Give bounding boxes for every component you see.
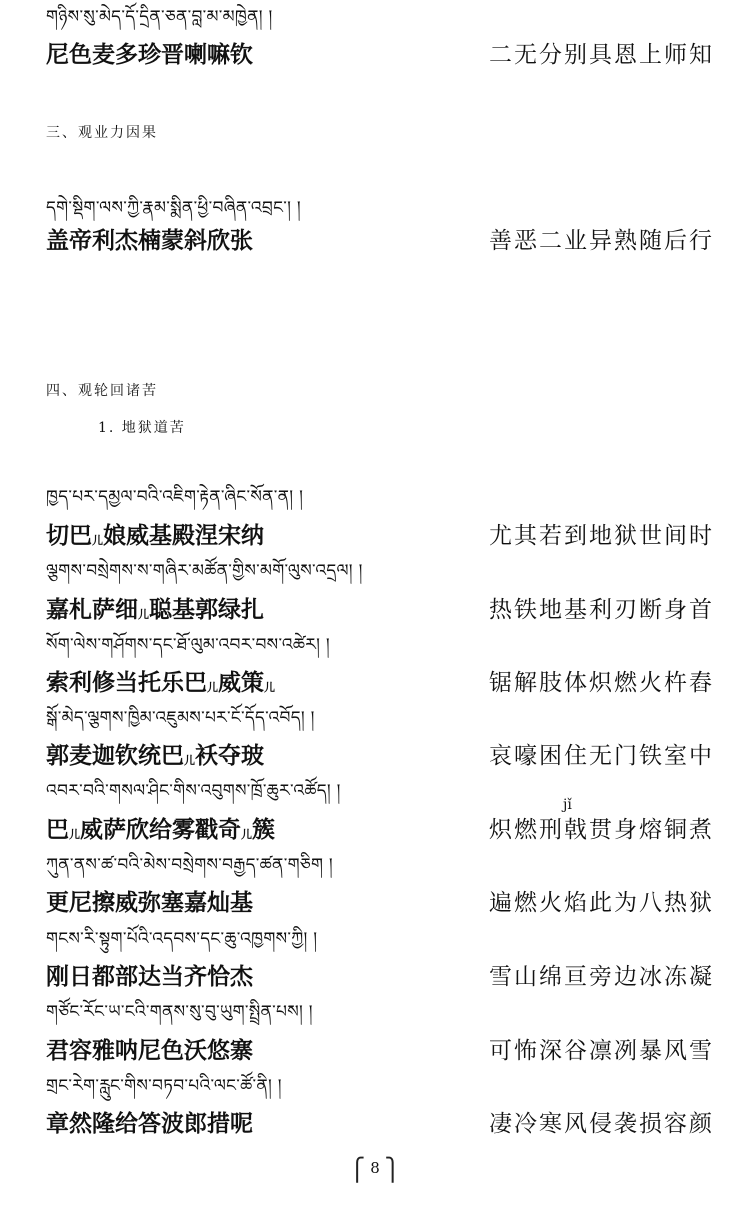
transliteration-line: 尼色麦多珍晋喇嘛钦: [46, 42, 253, 68]
transliteration-line: 章然隆给答波郎措呢: [46, 1111, 253, 1137]
tibetan-line: ཀུན་ནས་ཚ་བའི་མེས་བསྲེགས་བརྒྱད་ཚན་གཅིག །: [46, 855, 333, 875]
right-brace-ornament: ⎫: [384, 1158, 402, 1183]
tibetan-line: གཙོང་རོང་ཡ་ངའི་གནས་སུ་བུ་ཡུག་སྤྲིན་པས། །: [46, 1002, 313, 1022]
chinese-line: 遍燃火焰此为八热狱: [489, 890, 714, 916]
transliteration-line: 巴儿威萨欣给雾戳奇儿簇: [46, 817, 275, 843]
tibetan-line: དགེ་སྡིག་ལས་ཀྱི་རྣམ་སྨིན་ཕྱི་བཞིན་འབྲང་། །: [46, 198, 301, 218]
chinese-line: 凄冷寒风侵袭损容颜: [489, 1111, 714, 1137]
section-heading: 三、观业力因果: [46, 125, 158, 141]
pinyin-annotation: jǐ: [563, 797, 572, 813]
tibetan-line: གངས་རི་སྟུག་པོའི་འདབས་དང་ཆུ་འཁྱགས་ཀྱི། །: [46, 929, 318, 949]
chinese-line: 二无分别具恩上师知: [489, 42, 714, 68]
chinese-line: 炽燃刑戟贯身熔铜煮: [489, 817, 714, 843]
transliteration-line: 刚日都部达当齐恰杰: [46, 964, 253, 990]
chinese-line: 哀嚎困住无门铁室中: [489, 743, 714, 769]
chinese-line: 雪山绵亘旁边冰冻凝: [489, 964, 714, 990]
transliteration-line: 嘉札萨细儿聪基郭绿扎: [46, 597, 264, 623]
transliteration-line: 君容雅呐尼色沃悠寨: [46, 1038, 253, 1064]
tibetan-line: གཉིས་སུ་མེད་དོ་དྲིན་ཅན་བླ་མ་མཁྱེན། །: [46, 7, 273, 27]
tibetan-line: ཁྱད་པར་དམྱལ་བའི་འཇིག་རྟེན་ཞིང་སོན་ན། །: [46, 487, 304, 507]
transliteration-line: 索利修当托乐巴儿威策儿: [46, 670, 275, 696]
section-heading: 四、观轮回诸苦: [46, 383, 158, 399]
left-brace-ornament: ⎧: [348, 1158, 366, 1183]
chinese-line: 尤其若到地狱世间时: [489, 523, 714, 549]
transliteration-line: 郭麦迦钦统巴儿袄夺玻: [46, 743, 264, 769]
tibetan-line: གྲང་རེག་རླུང་གིས་བཏབ་པའི་ལང་ཚོ་ནི། །: [46, 1076, 282, 1096]
tibetan-line: འབར་བའི་གསལ་ཤིང་གིས་འབུགས་ཁྲོ་ཆུར་འཚོད། །: [46, 781, 341, 801]
page-number: ⎧ 8 ⎫: [348, 1158, 402, 1183]
chinese-line: 善恶二业异熟随后行: [489, 228, 714, 254]
transliteration-line: 盖帝利杰楠蒙斜欣张: [46, 228, 253, 254]
transliteration-line: 切巴儿娘威基殿涅宋纳: [46, 523, 264, 549]
tibetan-line: ལྕགས་བསྲེགས་ས་གཞིར་མཚོན་གྱིས་མགོ་ལུས་འདྲལ། །: [46, 561, 363, 581]
tibetan-line: སྒོ་མེད་ལྕགས་ཁྱིམ་འཇུམས་པར་ངོ་དོད་འབོད། །: [46, 708, 315, 728]
tibetan-line: སོག་ལེས་གཤོགས་དང་ཐོ་ལུམ་འབར་བས་འཚེར། །: [46, 635, 330, 655]
chinese-line: 热铁地基利刃断身首: [489, 597, 714, 623]
chinese-line: 锯解肢体炽燃火杵舂: [489, 670, 714, 696]
chinese-line: 可怖深谷凛冽暴风雪: [489, 1038, 714, 1064]
subsection-heading: 1. 地狱道苦: [98, 420, 186, 436]
transliteration-line: 更尼擦威弥塞嘉灿基: [46, 890, 253, 916]
